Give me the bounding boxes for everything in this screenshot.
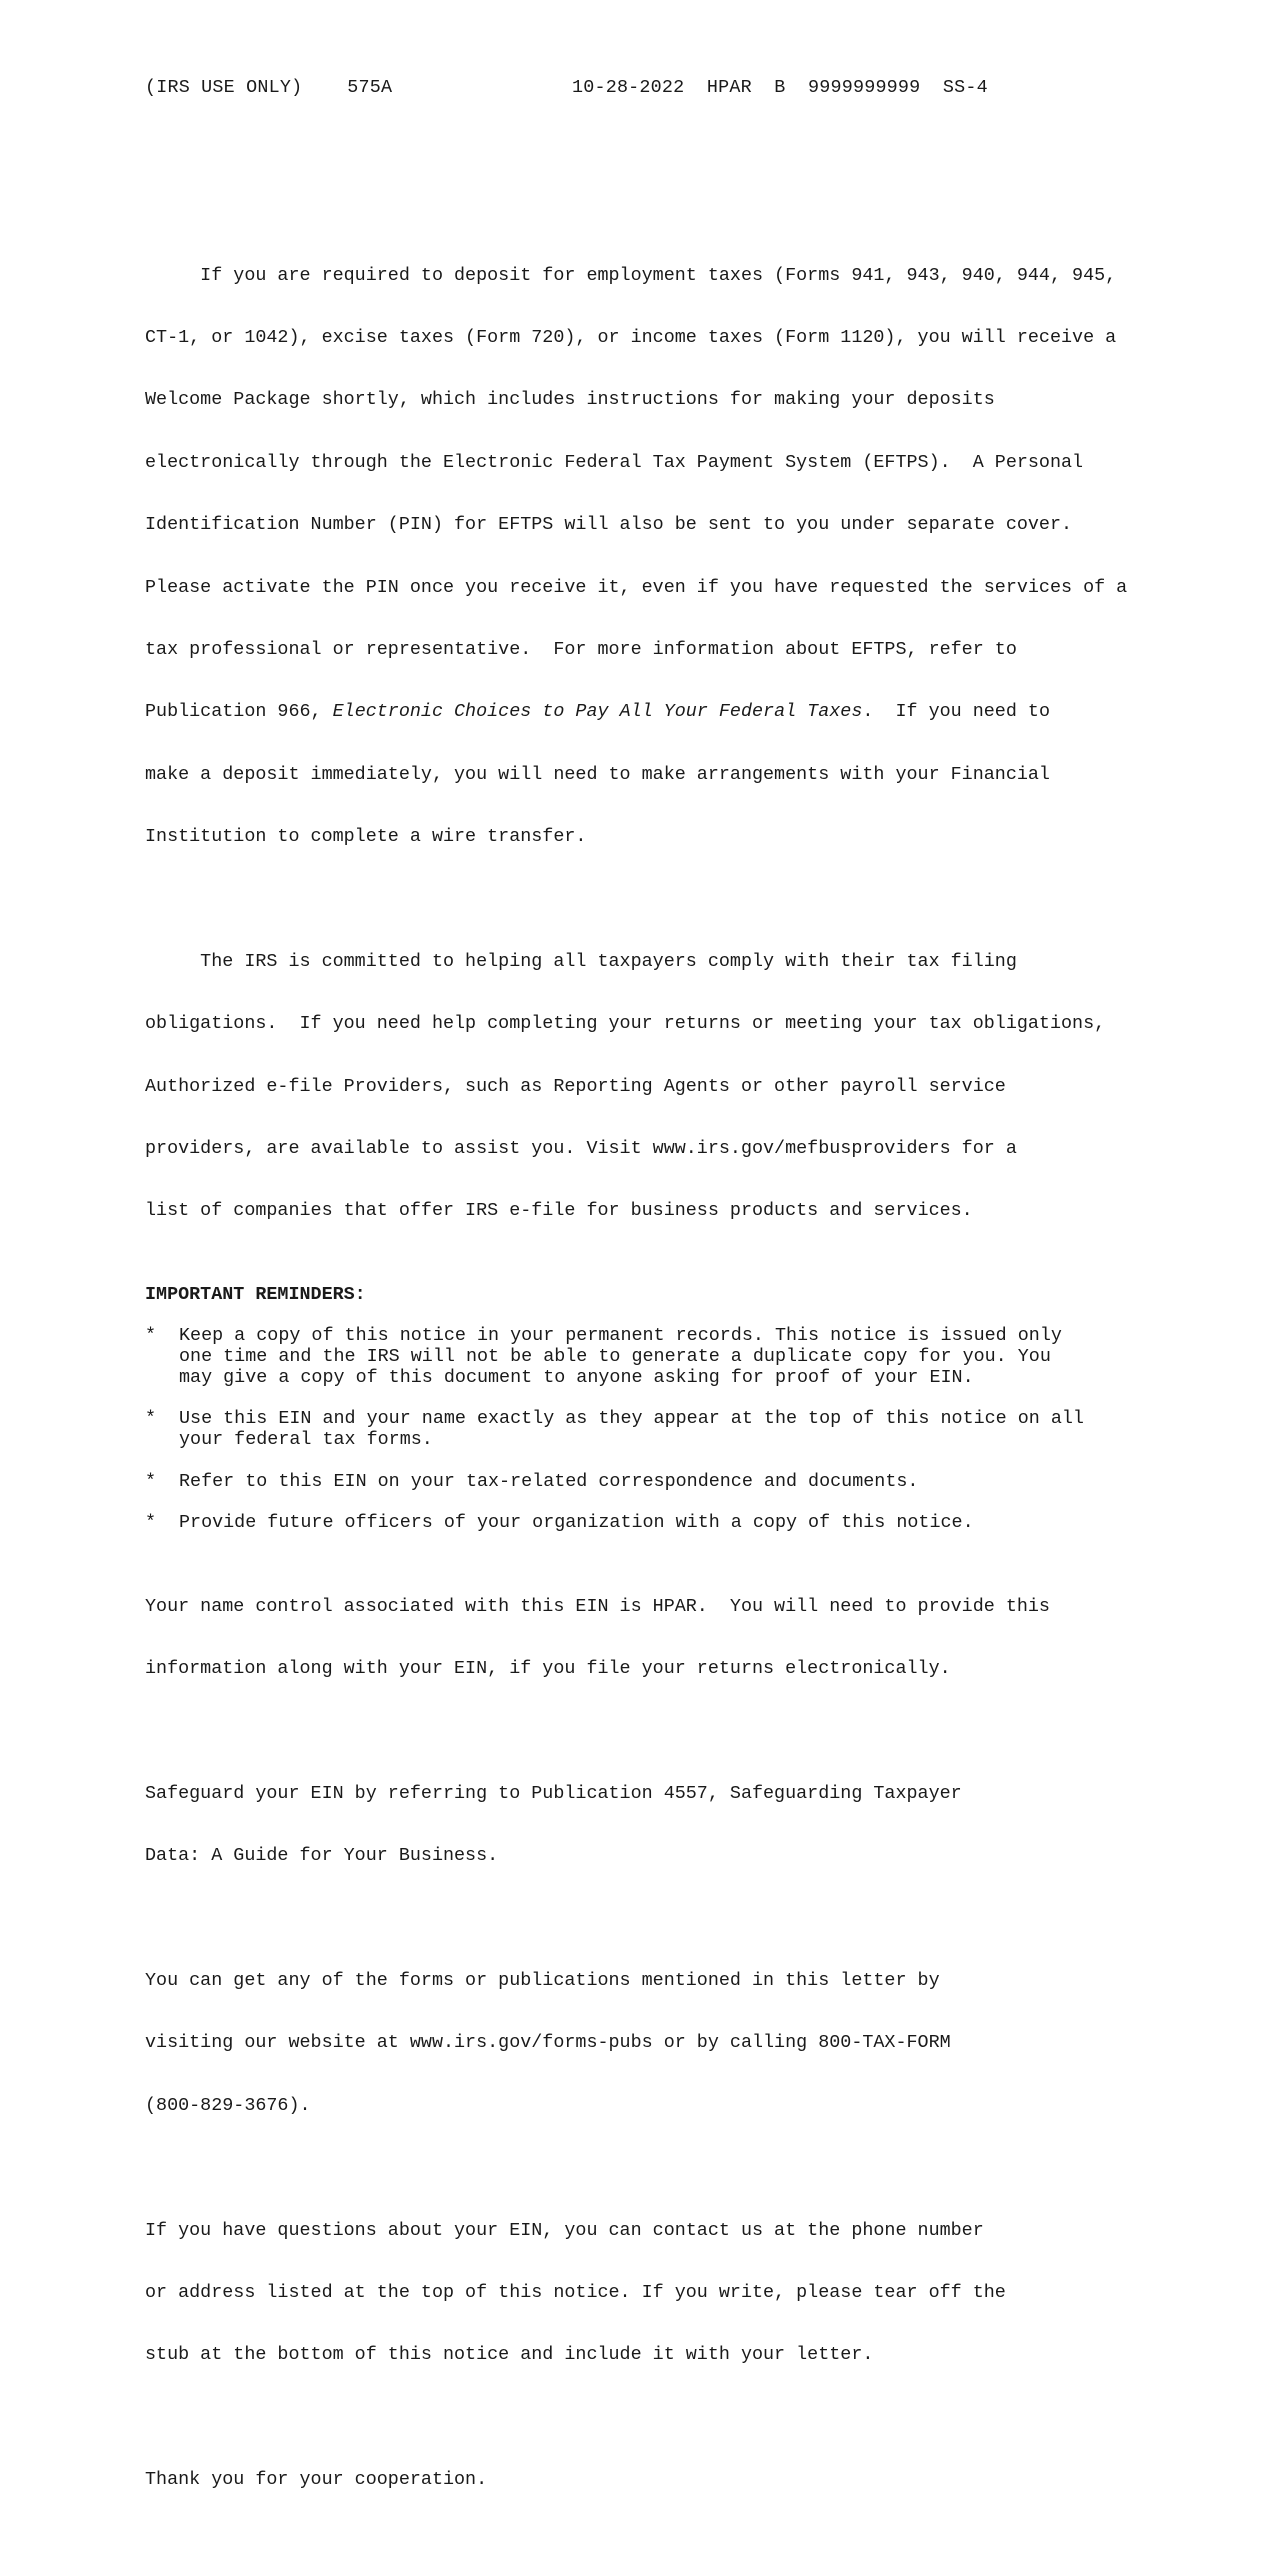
text-line: visiting our website at www.irs.gov/forms-pubs or by calling 800-TAX-FORM (145, 2032, 951, 2054)
irs-use-only-label: (IRS USE ONLY) (145, 77, 303, 98)
text-line: Refer to this EIN on your tax-related correspondence and documents. (179, 1470, 919, 1492)
reminder-item (145, 1513, 1245, 1534)
text-line: or address listed at the top of this notice. If you write, please tear off the (145, 2281, 1006, 2303)
bullet-asterisk-icon: * (145, 1470, 157, 1492)
code-b: B (774, 77, 786, 98)
efile-paragraph (145, 910, 1245, 1264)
text-line: obligations. If you need help completing your returns or meeting your tax obligations, (145, 1013, 1106, 1035)
text-line: The IRS is committed to helping all taxpayers comply with their tax filing (145, 950, 1017, 972)
form-code: SS-4 (942, 77, 988, 98)
thanks-paragraph (145, 2428, 1245, 2532)
text-line: You can get any of the forms or publications mentioned in this letter by (145, 1969, 940, 1991)
text-line: one time and the IRS will not be able to generate a duplicate copy for you. You (179, 1346, 1051, 1368)
text-line: Please activate the PIN once you receive it, even if you have requested the services of a (145, 576, 1128, 598)
text-line: Welcome Package shortly, which includes instructions for making your deposits (145, 389, 995, 411)
notice-header (145, 78, 988, 99)
text-line: If you have questions about your EIN, you can contact us at the phone number (145, 2219, 984, 2241)
text-line: your federal tax forms. (179, 1429, 433, 1451)
text-line: stub at the bottom of this notice and include it with your letter. (145, 2344, 874, 2366)
reminder-item (145, 1409, 1245, 1451)
bullet-asterisk-icon: * (145, 1408, 157, 1430)
text-line: make a deposit immediately, you will need to make arrangements with your Financial (145, 763, 1050, 785)
text-line: Authorized e-file Providers, such as Reporting Agents or other payroll service (145, 1075, 1006, 1097)
questions-paragraph (145, 2179, 1245, 2408)
notice-date: 10-28-2022 (572, 77, 685, 98)
text-line: If you are required to deposit for employment taxes (Forms 941, 943, 940, 944, 945, (145, 264, 1117, 286)
text-line: Institution to complete a wire transfer. (145, 826, 587, 848)
text-line: CT-1, or 1042), excise taxes (Form 720), or income taxes (Form 1120), you will receive a (145, 326, 1117, 348)
eftps-paragraph (145, 224, 1245, 890)
pub-suffix: . If you need to (862, 701, 1050, 723)
name-control-paragraph (145, 1555, 1245, 1721)
safeguard-paragraph (145, 1742, 1245, 1908)
publication-title: Electronic Choices to Pay All Your Federal Taxes (332, 701, 863, 723)
text-line: electronically through the Electronic Federal Tax Payment System (EFTPS). A Personal (145, 451, 1084, 473)
text-line: Data: A Guide for Your Business. (145, 1845, 499, 1867)
text-line: Use this EIN and your name exactly as they appear at the top of this notice on all (179, 1408, 1084, 1430)
text-line: Provide future officers of your organization with a copy of this notice. (179, 1512, 974, 1534)
important-reminders-heading: IMPORTANT REMINDERS: (145, 1283, 366, 1305)
bullet-asterisk-icon: * (145, 1512, 157, 1534)
text-line: may give a copy of this document to anyone asking for proof of your EIN. (179, 1366, 974, 1388)
text-line: Safeguard your EIN by referring to Publication 4557, Safeguarding Taxpayer (145, 1782, 962, 1804)
text-line: providers, are available to assist you. Visit www.irs.gov/mefbusproviders for a (145, 1138, 1017, 1160)
ein-number: 9999999999 (808, 77, 921, 98)
pub-prefix: Publication 966, (145, 701, 333, 723)
reminder-item (145, 1472, 1245, 1493)
reminder-item (145, 1326, 1245, 1388)
text-line: Identification Number (PIN) for EFTPS will also be sent to you under separate cover. (145, 514, 1073, 536)
forms-paragraph (145, 1929, 1245, 2158)
text-line: Keep a copy of this notice in your permanent records. This notice is issued only (179, 1325, 1062, 1347)
text-line: information along with your EIN, if you file your returns electronically. (145, 1657, 951, 1679)
bullet-asterisk-icon: * (145, 1325, 157, 1347)
text-line: (800-829-3676). (145, 2094, 311, 2116)
notice-body (145, 224, 1245, 2553)
text-line: Thank you for your cooperation. (145, 2469, 488, 2491)
text-line: tax professional or representative. For more information about EFTPS, refer to (145, 638, 1017, 660)
notice-code: 575A (347, 77, 393, 98)
text-line: list of companies that offer IRS e-file for business products and services. (145, 1200, 973, 1222)
text-line: Your name control associated with this EIN is HPAR. You will need to provide this (145, 1595, 1050, 1617)
publication-line (145, 702, 1245, 723)
name-control: HPAR (706, 77, 752, 98)
